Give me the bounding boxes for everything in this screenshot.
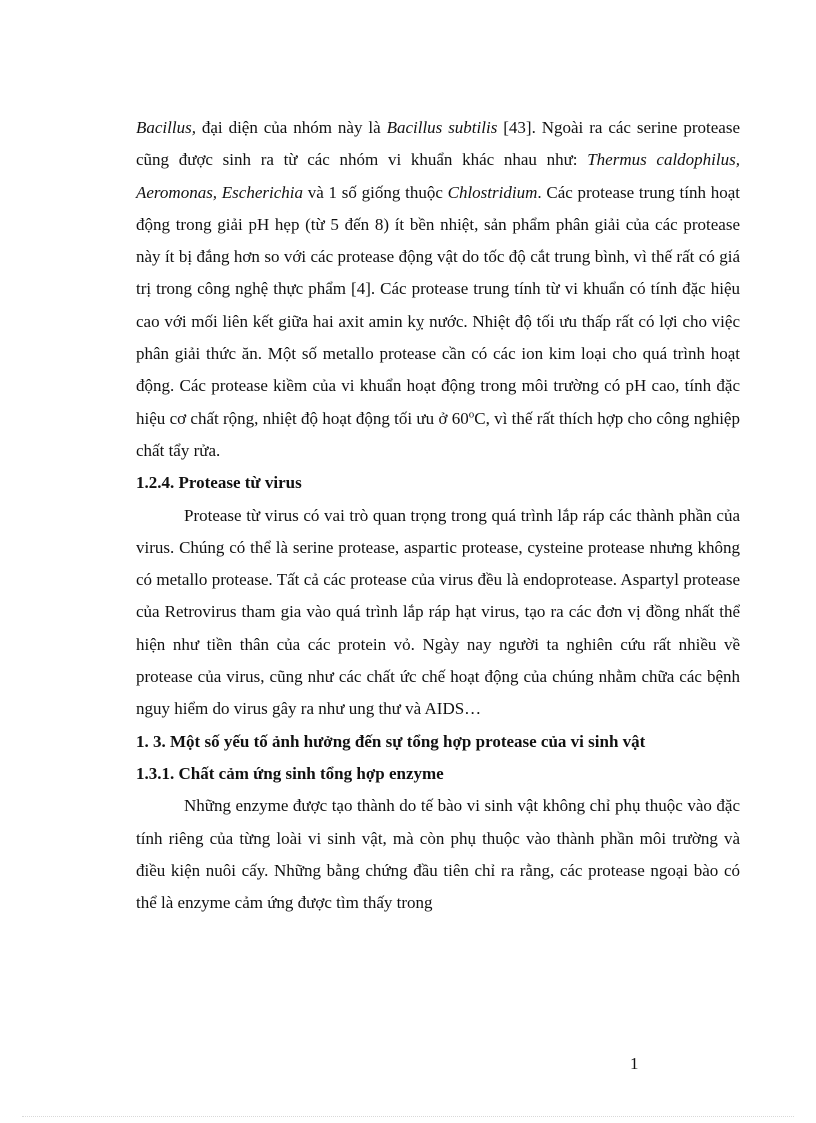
- text-italic-bacteria-list: Thermus caldophilus, Aeromonas, Escherichia: [136, 150, 740, 202]
- paragraph-virus-proteases: Protease từ virus có vai trò quan trọng trong quá trình lắp ráp các thành phần của virus. Chúng có thể là serine protease, aspartic protease, cysteine protease nhưng không có metallo protease. Tất cả các protease của virus đều là endoprotease. Aspartyl protease của Retrovirus tham gia vào quá trình lắp ráp hạt virus, tạo ra các đơn vị đồng nhất thể hiện như tiền thân của các protein vỏ. Ngày nay người ta nghiên cứu rất nhiều về protease của virus, cũng như các chất ức chế hoạt động của chúng nhằm chữa các bệnh nguy hiểm do virus gây ra như ung thư và AIDS…: [136, 505, 740, 719]
- page-number: 1: [630, 1054, 639, 1073]
- heading-1-2-4: 1.2.4. Protease từ virus: [136, 473, 302, 493]
- degree-superscript: o: [468, 408, 475, 421]
- page-body: [136, 112, 740, 919]
- text-span: và 1 số giống thuộc: [303, 182, 448, 202]
- text-span: . Các protease trung tính hoạt động trong giải pH hẹp (từ 5 đến 8) ít bền nhiệt, sản phẩm phân giải của các protease này ít bị đắng hơn so với các protease động vật do tốc độ cắt trung bình, vì thế rất có giá trị trong công nghệ thực phẩm [4]. Các protease trung tính từ vi khuẩn có tính đặc hiệu cao với mối liên kết giữa hai axit amin kỵ nước. Nhiệt độ tối ưu thấp rất có lợi cho việc phân giải thức ăn. Một số metallo protease cần có các ion kim loại cho quá trình hoạt động. Các protease kiềm của vi khuẩn hoạt động trong môi trường có pH cao, tính đặc hiệu cơ chất rộng, nhiệt độ hoạt động tối ưu ở 60: [136, 182, 740, 428]
- text-italic-bacillus-subtilis: Bacillus subtilis: [386, 118, 498, 137]
- heading-1-3: 1. 3. Một số yếu tố ảnh hưởng đến sự tổng hợp protease của vi sinh vật: [136, 731, 646, 751]
- heading-1-3-1: 1.3.1. Chất cảm ứng sinh tổng hợp enzyme: [136, 763, 444, 783]
- page-bottom-border: [22, 1116, 794, 1117]
- text-italic-bacillus: Bacillus,: [136, 118, 196, 137]
- text-span: [43]. Ngoài ra các serine protease cũng được sinh ra từ các nhóm vi khuẩn khác nhau như:: [136, 118, 741, 170]
- text-span: đại diện của nhóm này là: [195, 118, 387, 137]
- paragraph-bacillus-proteases: [136, 112, 740, 467]
- text-span: C, vì thế rất thích hợp cho công nghiệp chất tẩy rửa.: [136, 408, 740, 460]
- text-italic-chlostridium: Chlostridium: [447, 182, 538, 202]
- paragraph-enzyme-induction: Những enzyme được tạo thành do tế bào vi sinh vật không chỉ phụ thuộc vào đặc tính riêng của từng loài vi sinh vật, mà còn phụ thuộc vào thành phần môi trường và điều kiện nuôi cấy. Những bằng chứng đầu tiên chỉ ra rằng, các protease ngoại bào có thể là enzyme cảm ứng được tìm thấy trong: [136, 796, 740, 913]
